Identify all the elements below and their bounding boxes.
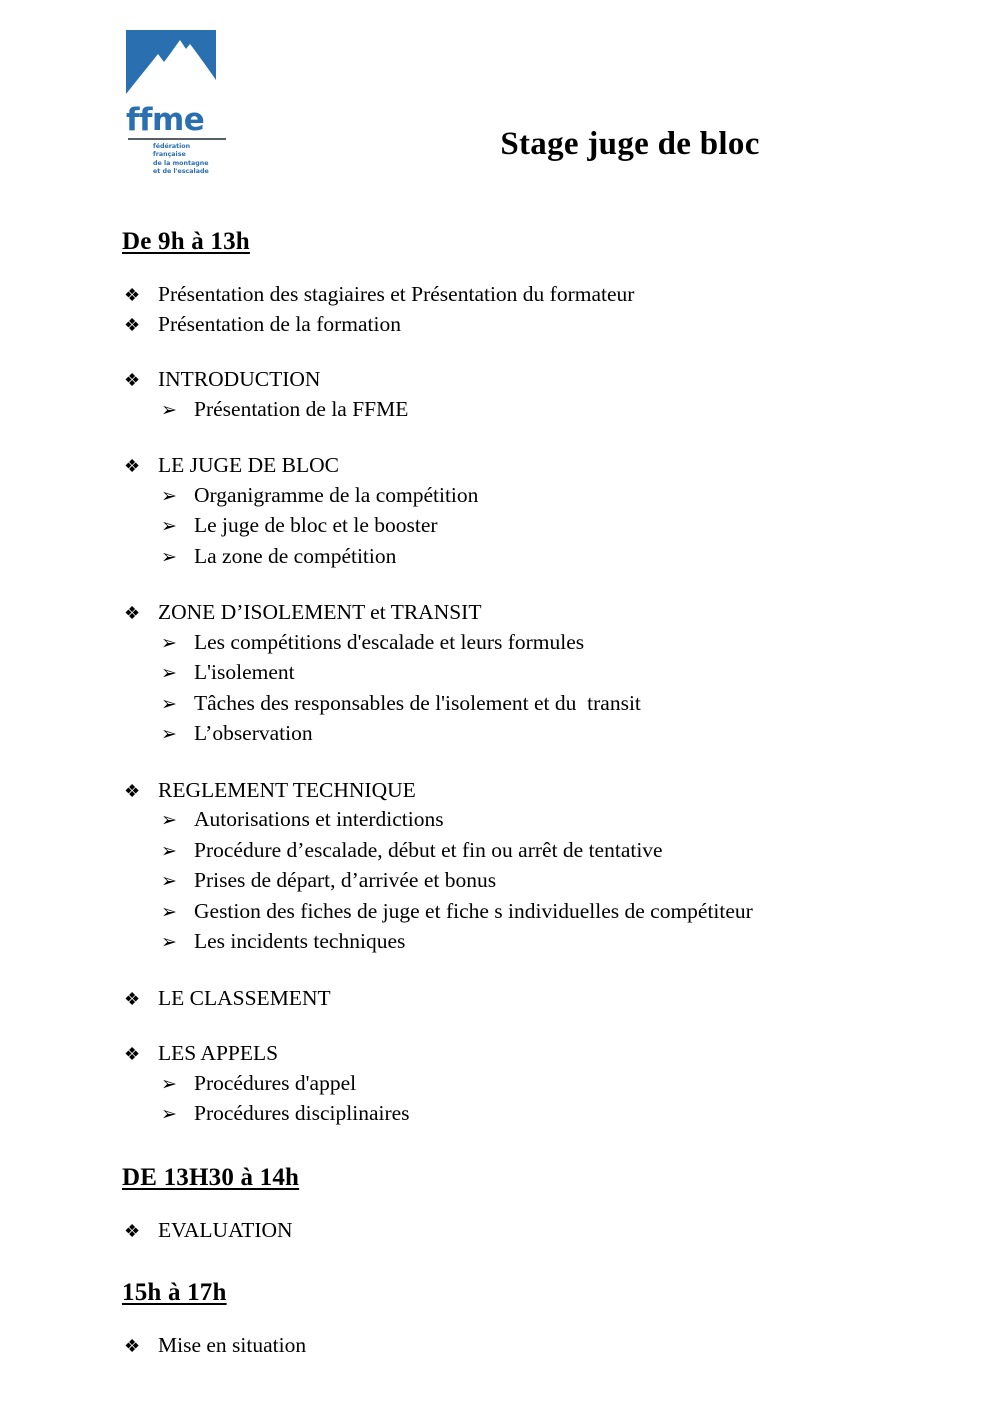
outline-item-label: ZONE D’ISOLEMENT et TRANSIT xyxy=(158,600,482,624)
diamond-bullet-icon: ❖ xyxy=(124,780,141,801)
outline-group xyxy=(0,451,1000,572)
diamond-bullet-icon: ❖ xyxy=(124,456,141,476)
outline-item-level1 xyxy=(0,451,1000,481)
outline-item-label: Organigramme de la compétition xyxy=(194,482,479,507)
outline-item-level1 xyxy=(0,1039,1000,1069)
ffme-mountain-logo-icon xyxy=(126,30,216,102)
logo-subtitle-line-4: et de l'escalade xyxy=(153,168,209,176)
outline-item-label: La zone de compétition xyxy=(194,543,397,568)
outline-item-label: LE CLASSEMENT xyxy=(158,985,331,1010)
ffme-logo xyxy=(126,30,226,177)
outline-item-label: Prises de départ, d’arrivée et bonus xyxy=(194,868,497,892)
outline-item-label: Le juge de bloc et le booster xyxy=(194,513,438,537)
outline-group xyxy=(0,365,1000,425)
document-body xyxy=(0,228,1000,1361)
diamond-bullet-icon: ❖ xyxy=(124,314,141,335)
outline-item-label: LE JUGE DE BLOC xyxy=(158,453,339,477)
outline-item-level2 xyxy=(0,719,1000,750)
ffme-wordmark: ffme xyxy=(126,102,205,138)
spacer xyxy=(0,572,1000,598)
spacer xyxy=(0,425,1000,451)
spacer xyxy=(0,1192,1000,1216)
outline-list xyxy=(0,1331,1000,1361)
outline-item-level2 xyxy=(0,481,1000,512)
outline-item-label: L'isolement xyxy=(194,660,295,684)
diamond-bullet-icon: ❖ xyxy=(124,603,141,623)
outline-item-level2 xyxy=(0,927,1000,958)
outline-item-label: LES APPELS xyxy=(158,1041,279,1065)
outline-item-level1 xyxy=(0,1216,1000,1246)
diamond-bullet-icon: ❖ xyxy=(124,1044,141,1064)
arrowhead-bullet-icon: ➢ xyxy=(161,632,177,654)
outline-group xyxy=(0,984,1000,1014)
document-header xyxy=(0,0,1000,200)
outline-item-level2 xyxy=(0,628,1000,659)
outline-group xyxy=(0,1216,1000,1246)
arrowhead-bullet-icon: ➢ xyxy=(161,724,177,745)
arrowhead-bullet-icon: ➢ xyxy=(161,810,177,831)
arrowhead-bullet-icon: ➢ xyxy=(161,871,177,892)
logo-subtitle-line-2: française xyxy=(153,151,186,159)
outline-item-level2 xyxy=(0,836,1000,867)
outline-item-level1 xyxy=(0,310,1000,340)
outline-item-label: Présentation des stagiaires et Présentation du formateur xyxy=(158,282,635,306)
arrowhead-bullet-icon: ➢ xyxy=(161,485,177,507)
outline-group xyxy=(0,1331,1000,1361)
outline-item-level2 xyxy=(0,542,1000,573)
outline-item-level2 xyxy=(0,395,1000,426)
section-heading: De 9h à 13h xyxy=(122,228,250,255)
outline-item-level1 xyxy=(0,984,1000,1014)
outline-item-label: EVALUATION xyxy=(158,1217,293,1242)
arrowhead-bullet-icon: ➢ xyxy=(161,663,177,684)
logo-subtitle-line-1: fédération xyxy=(153,143,191,150)
logo-divider xyxy=(128,138,226,140)
outline-item-label: Tâches des responsables de l'isolement et du transit xyxy=(194,690,641,715)
outline-item-label: Gestion des fiches de juge et fiche s individuelles de compétiteur xyxy=(194,898,753,923)
outline-item-level2 xyxy=(0,689,1000,720)
arrowhead-bullet-icon: ➢ xyxy=(161,546,177,568)
section-heading: DE 13H30 à 14h xyxy=(122,1163,300,1191)
diamond-bullet-icon: ❖ xyxy=(124,1220,141,1241)
outline-group xyxy=(0,280,1000,339)
outline-item-label: L’observation xyxy=(194,721,313,745)
diamond-bullet-icon: ❖ xyxy=(124,285,141,305)
outline-item-level2 xyxy=(0,658,1000,689)
arrowhead-bullet-icon: ➢ xyxy=(161,932,177,953)
logo-subtitle xyxy=(153,143,226,177)
outline-item-label: REGLEMENT TECHNIQUE xyxy=(158,777,416,802)
outline-list xyxy=(0,1216,1000,1246)
outline-item-label: Procédure d’escalade, début et fin ou arrêt de tentative xyxy=(194,837,663,862)
section-heading: 15h à 17h xyxy=(122,1279,227,1306)
outline-item-level1 xyxy=(0,776,1000,806)
outline-item-level2 xyxy=(0,1099,1000,1130)
outline-item-label: Présentation de la FFME xyxy=(194,396,409,421)
outline-item-level1 xyxy=(0,365,1000,395)
outline-item-level2 xyxy=(0,897,1000,928)
logo-subtitle-line-3: de la montagne xyxy=(153,159,209,167)
arrowhead-bullet-icon: ➢ xyxy=(161,399,177,421)
spacer xyxy=(0,256,1000,280)
outline-item-label: Mise en situation xyxy=(158,1333,307,1357)
outline-item-label: INTRODUCTION xyxy=(158,367,321,391)
outline-item-label: Les incidents techniques xyxy=(194,929,406,953)
arrowhead-bullet-icon: ➢ xyxy=(161,516,177,537)
diamond-bullet-icon: ❖ xyxy=(124,1336,141,1356)
spacer xyxy=(0,1013,1000,1039)
diamond-bullet-icon: ❖ xyxy=(124,370,141,390)
outline-item-level2 xyxy=(0,866,1000,897)
diamond-bullet-icon: ❖ xyxy=(124,988,141,1009)
outline-item-level2 xyxy=(0,511,1000,542)
arrowhead-bullet-icon: ➢ xyxy=(161,840,177,862)
outline-group xyxy=(0,1039,1000,1130)
outline-item-label: Présentation de la formation xyxy=(158,311,401,336)
outline-item-level2 xyxy=(0,805,1000,836)
arrowhead-bullet-icon: ➢ xyxy=(161,1104,177,1125)
outline-group xyxy=(0,776,1000,958)
spacer xyxy=(0,958,1000,984)
outline-item-level1 xyxy=(0,1331,1000,1361)
outline-group xyxy=(0,598,1000,750)
arrowhead-bullet-icon: ➢ xyxy=(161,901,177,923)
page-title: Stage juge de bloc xyxy=(500,126,760,162)
outline-item-label: Les compétitions d'escalade et leurs formules xyxy=(194,629,585,654)
outline-item-level1 xyxy=(0,280,1000,310)
outline-item-label: Autorisations et interdictions xyxy=(194,807,444,831)
spacer xyxy=(0,750,1000,776)
spacer xyxy=(0,339,1000,365)
arrowhead-bullet-icon: ➢ xyxy=(161,1073,177,1095)
outline-item-level2 xyxy=(0,1069,1000,1100)
outline-item-label: Procédures disciplinaires xyxy=(194,1101,410,1125)
spacer xyxy=(0,1307,1000,1331)
arrowhead-bullet-icon: ➢ xyxy=(161,693,177,715)
outline-list xyxy=(0,280,1000,1130)
outline-item-label: Procédures d'appel xyxy=(194,1070,357,1095)
outline-item-level1 xyxy=(0,598,1000,628)
